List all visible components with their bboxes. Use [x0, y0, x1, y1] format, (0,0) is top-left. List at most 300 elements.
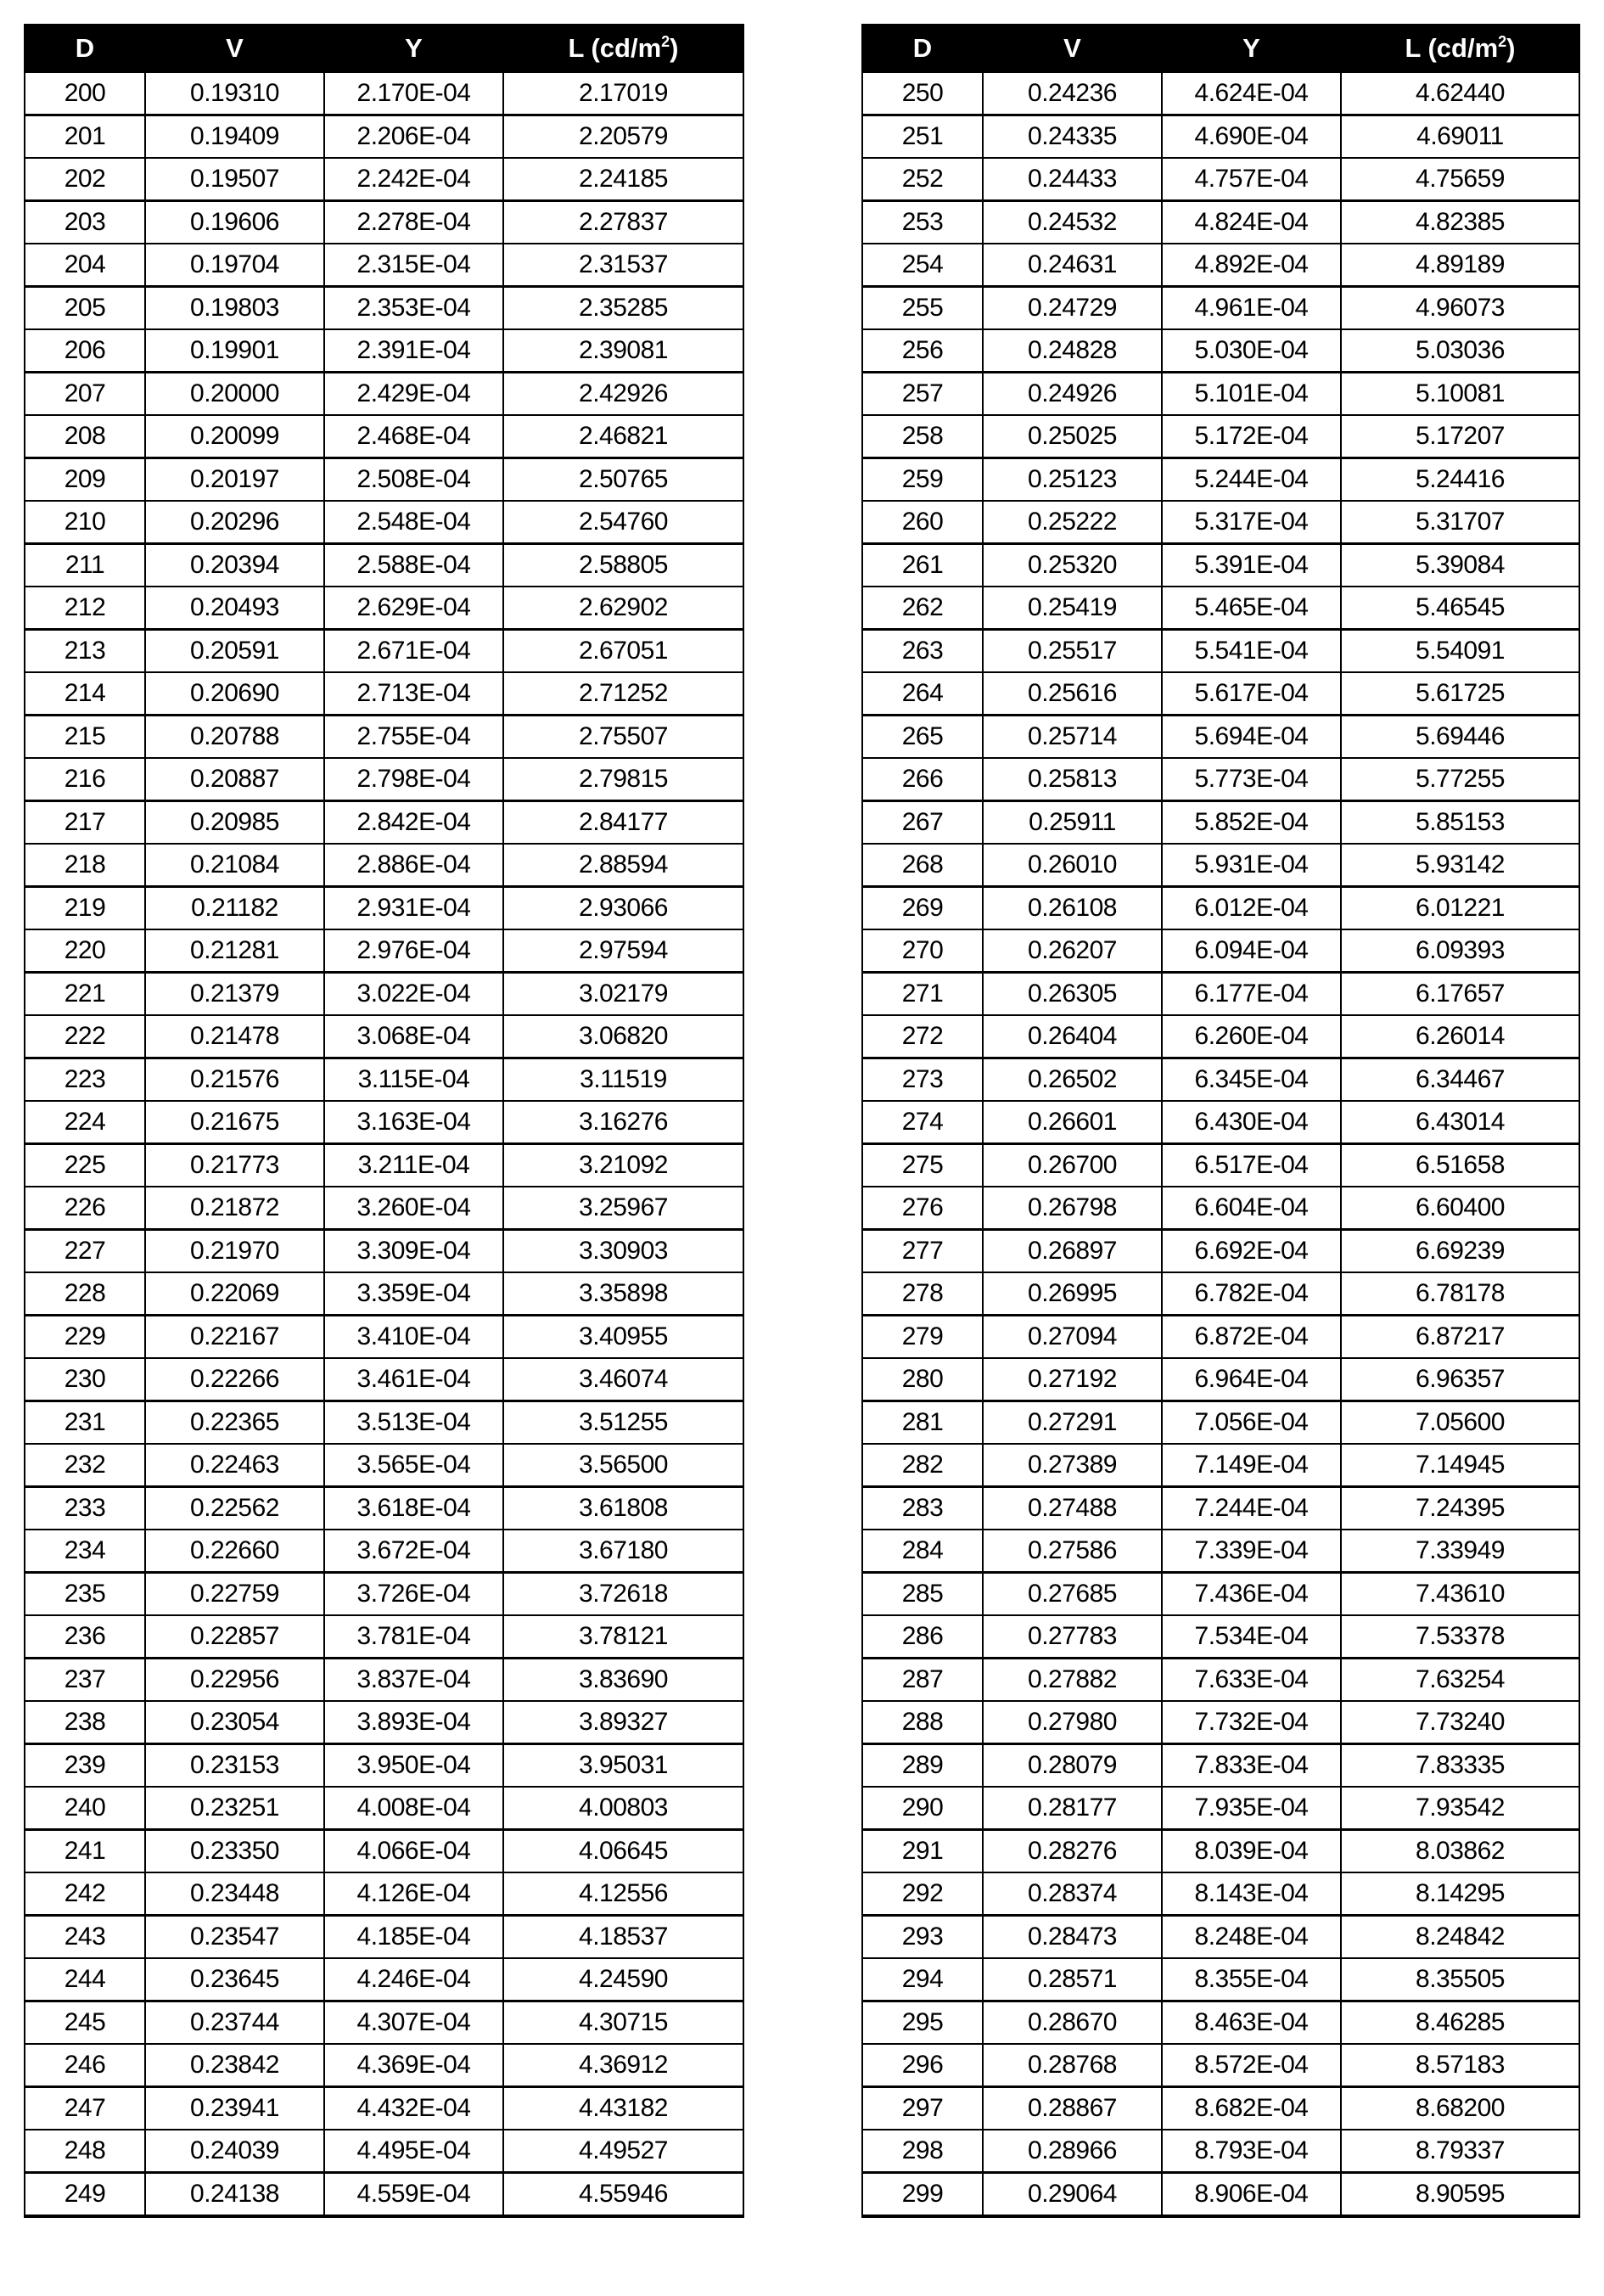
- table-row: [25, 844, 743, 887]
- cell-l: 4.62440: [1341, 72, 1579, 115]
- cell-l: 5.54091: [1341, 630, 1579, 673]
- cell-d: 203: [25, 201, 145, 244]
- table-row: [25, 1573, 743, 1616]
- table-row: [25, 158, 743, 201]
- table-row: [862, 2044, 1579, 2087]
- table-row: [862, 1401, 1579, 1445]
- cell-l: 2.84177: [503, 801, 743, 845]
- cell-v: 0.20394: [145, 544, 324, 587]
- cell-y: 3.115E-04: [324, 1058, 503, 1102]
- cell-y: 2.468E-04: [324, 415, 503, 458]
- column-header-v: V: [983, 25, 1162, 72]
- cell-d: 216: [25, 758, 145, 801]
- cell-d: 228: [25, 1272, 145, 1316]
- cell-l: 4.30715: [503, 2001, 743, 2045]
- cell-d: 242: [25, 1872, 145, 1916]
- cell-d: 230: [25, 1358, 145, 1401]
- cell-y: 8.572E-04: [1162, 2044, 1341, 2087]
- cell-y: 4.757E-04: [1162, 158, 1341, 201]
- cell-d: 214: [25, 672, 145, 716]
- cell-l: 8.90595: [1341, 2173, 1579, 2217]
- cell-l: 3.30903: [503, 1230, 743, 1273]
- cell-d: 236: [25, 1615, 145, 1659]
- cell-v: 0.21576: [145, 1058, 324, 1102]
- cell-d: 278: [862, 1272, 983, 1316]
- cell-l: 2.27837: [503, 201, 743, 244]
- cell-v: 0.24138: [145, 2173, 324, 2217]
- cell-l: 2.31537: [503, 244, 743, 287]
- cell-d: 224: [25, 1101, 145, 1144]
- cell-v: 0.23153: [145, 1744, 324, 1788]
- column-header-l-prefix: L (cd/m: [568, 33, 662, 63]
- cell-l: 8.14295: [1341, 1872, 1579, 1916]
- cell-d: 234: [25, 1530, 145, 1573]
- cell-l: 7.63254: [1341, 1659, 1579, 1702]
- cell-d: 254: [862, 244, 983, 287]
- cell-y: 3.781E-04: [324, 1615, 503, 1659]
- cell-y: 2.170E-04: [324, 72, 503, 115]
- table-row: [862, 115, 1579, 159]
- cell-y: 6.430E-04: [1162, 1101, 1341, 1144]
- cell-y: 2.755E-04: [324, 716, 503, 759]
- cell-l: 5.31707: [1341, 501, 1579, 544]
- cell-y: 7.633E-04: [1162, 1659, 1341, 1702]
- cell-l: 6.51658: [1341, 1144, 1579, 1187]
- table-row: [25, 1744, 743, 1788]
- cell-d: 221: [25, 973, 145, 1016]
- cell-y: 2.798E-04: [324, 758, 503, 801]
- cell-l: 2.54760: [503, 501, 743, 544]
- cell-v: 0.26305: [983, 973, 1162, 1016]
- cell-l: 6.60400: [1341, 1187, 1579, 1230]
- cell-y: 6.604E-04: [1162, 1187, 1341, 1230]
- table-row: [862, 973, 1579, 1016]
- cell-d: 276: [862, 1187, 983, 1230]
- cell-v: 0.26995: [983, 1272, 1162, 1316]
- cell-v: 0.22365: [145, 1401, 324, 1445]
- cell-y: 5.931E-04: [1162, 844, 1341, 887]
- cell-l: 4.18537: [503, 1916, 743, 1959]
- table-row: [25, 630, 743, 673]
- cell-y: 5.317E-04: [1162, 501, 1341, 544]
- cell-l: 5.61725: [1341, 672, 1579, 716]
- cell-y: 3.618E-04: [324, 1487, 503, 1530]
- cell-y: 2.548E-04: [324, 501, 503, 544]
- cell-d: 295: [862, 2001, 983, 2045]
- table-row: [25, 2044, 743, 2087]
- cell-y: 8.793E-04: [1162, 2130, 1341, 2173]
- cell-v: 0.28177: [983, 1787, 1162, 1830]
- column-header-l-suffix: ): [1506, 33, 1516, 63]
- cell-d: 260: [862, 501, 983, 544]
- table-body: [25, 72, 743, 2216]
- cell-y: 2.886E-04: [324, 844, 503, 887]
- cell-v: 0.28571: [983, 1958, 1162, 2001]
- cell-v: 0.27291: [983, 1401, 1162, 1445]
- table-row: [25, 1058, 743, 1102]
- cell-d: 202: [25, 158, 145, 201]
- table-row: [25, 973, 743, 1016]
- table-row: [862, 801, 1579, 845]
- cell-d: 262: [862, 587, 983, 630]
- cell-y: 2.391E-04: [324, 329, 503, 373]
- table-row: [25, 1272, 743, 1316]
- cell-v: 0.25911: [983, 801, 1162, 845]
- cell-y: 6.964E-04: [1162, 1358, 1341, 1401]
- cell-d: 220: [25, 929, 145, 973]
- cell-l: 3.89327: [503, 1701, 743, 1744]
- cell-d: 288: [862, 1701, 983, 1744]
- table-row: [25, 501, 743, 544]
- cell-d: 233: [25, 1487, 145, 1530]
- cell-y: 7.833E-04: [1162, 1744, 1341, 1788]
- cell-l: 4.43182: [503, 2087, 743, 2130]
- cell-v: 0.19606: [145, 201, 324, 244]
- cell-y: 8.039E-04: [1162, 1830, 1341, 1873]
- cell-v: 0.24631: [983, 244, 1162, 287]
- table-row: [862, 1444, 1579, 1487]
- cell-d: 277: [862, 1230, 983, 1273]
- cell-v: 0.25025: [983, 415, 1162, 458]
- cell-d: 229: [25, 1316, 145, 1359]
- cell-l: 3.35898: [503, 1272, 743, 1316]
- table-row: [862, 158, 1579, 201]
- cell-l: 5.46545: [1341, 587, 1579, 630]
- table-row: [862, 630, 1579, 673]
- cell-l: 5.03036: [1341, 329, 1579, 373]
- cell-d: 274: [862, 1101, 983, 1144]
- cell-l: 2.93066: [503, 887, 743, 930]
- column-header-d: D: [862, 25, 983, 72]
- table-row: [862, 2087, 1579, 2130]
- cell-y: 6.260E-04: [1162, 1015, 1341, 1058]
- cell-y: 4.495E-04: [324, 2130, 503, 2173]
- cell-l: 4.82385: [1341, 201, 1579, 244]
- cell-d: 272: [862, 1015, 983, 1058]
- cell-y: 2.206E-04: [324, 115, 503, 159]
- cell-l: 4.75659: [1341, 158, 1579, 201]
- cell-v: 0.21675: [145, 1101, 324, 1144]
- cell-l: 4.96073: [1341, 287, 1579, 330]
- cell-y: 5.617E-04: [1162, 672, 1341, 716]
- table-row: [25, 1444, 743, 1487]
- cell-v: 0.22069: [145, 1272, 324, 1316]
- cell-d: 259: [862, 458, 983, 502]
- cell-l: 3.51255: [503, 1401, 743, 1445]
- cell-y: 3.950E-04: [324, 1744, 503, 1788]
- cell-d: 201: [25, 115, 145, 159]
- cell-l: 8.79337: [1341, 2130, 1579, 2173]
- table-row: [25, 1015, 743, 1058]
- cell-y: 7.534E-04: [1162, 1615, 1341, 1659]
- cell-y: 7.149E-04: [1162, 1444, 1341, 1487]
- cell-y: 2.429E-04: [324, 373, 503, 416]
- cell-y: 2.315E-04: [324, 244, 503, 287]
- cell-v: 0.26502: [983, 1058, 1162, 1102]
- table-row: [862, 1615, 1579, 1659]
- cell-d: 267: [862, 801, 983, 845]
- cell-v: 0.27192: [983, 1358, 1162, 1401]
- cell-l: 2.20579: [503, 115, 743, 159]
- cell-l: 8.35505: [1341, 1958, 1579, 2001]
- table-row: [862, 72, 1579, 115]
- table-row: [862, 329, 1579, 373]
- cell-y: 7.056E-04: [1162, 1401, 1341, 1445]
- cell-y: 6.872E-04: [1162, 1316, 1341, 1359]
- cell-l: 4.00803: [503, 1787, 743, 1830]
- table-header: [25, 25, 743, 72]
- cell-d: 270: [862, 929, 983, 973]
- cell-l: 7.53378: [1341, 1615, 1579, 1659]
- cell-v: 0.20788: [145, 716, 324, 759]
- cell-l: 4.24590: [503, 1958, 743, 2001]
- cell-y: 8.355E-04: [1162, 1958, 1341, 2001]
- cell-v: 0.24433: [983, 158, 1162, 201]
- cell-l: 6.43014: [1341, 1101, 1579, 1144]
- table-row: [862, 1144, 1579, 1187]
- cell-l: 4.55946: [503, 2173, 743, 2217]
- cell-v: 0.26798: [983, 1187, 1162, 1230]
- cell-l: 3.56500: [503, 1444, 743, 1487]
- cell-y: 2.629E-04: [324, 587, 503, 630]
- cell-d: 244: [25, 1958, 145, 2001]
- table-row: [862, 2173, 1579, 2217]
- cell-v: 0.23251: [145, 1787, 324, 1830]
- cell-v: 0.24335: [983, 115, 1162, 159]
- cell-l: 3.72618: [503, 1573, 743, 1616]
- column-header-l-prefix: L (cd/m: [1405, 33, 1499, 63]
- cell-l: 5.93142: [1341, 844, 1579, 887]
- cell-y: 3.726E-04: [324, 1573, 503, 1616]
- cell-d: 286: [862, 1615, 983, 1659]
- cell-v: 0.20197: [145, 458, 324, 502]
- cell-v: 0.21182: [145, 887, 324, 930]
- cell-v: 0.25320: [983, 544, 1162, 587]
- table-row: [862, 1015, 1579, 1058]
- table-row: [25, 415, 743, 458]
- table-row: [25, 1787, 743, 1830]
- cell-y: 4.185E-04: [324, 1916, 503, 1959]
- table-row: [862, 458, 1579, 502]
- cell-l: 5.69446: [1341, 716, 1579, 759]
- cell-d: 239: [25, 1744, 145, 1788]
- cell-d: 212: [25, 587, 145, 630]
- cell-l: 6.87217: [1341, 1316, 1579, 1359]
- cell-d: 223: [25, 1058, 145, 1102]
- cell-y: 3.672E-04: [324, 1530, 503, 1573]
- table-row: [862, 1530, 1579, 1573]
- cell-d: 250: [862, 72, 983, 115]
- table-row: [25, 1487, 743, 1530]
- cell-d: 273: [862, 1058, 983, 1102]
- cell-y: 2.671E-04: [324, 630, 503, 673]
- cell-l: 4.06645: [503, 1830, 743, 1873]
- cell-y: 2.508E-04: [324, 458, 503, 502]
- cell-y: 4.961E-04: [1162, 287, 1341, 330]
- table-row: [25, 2173, 743, 2217]
- cell-d: 210: [25, 501, 145, 544]
- table-row: [862, 201, 1579, 244]
- cell-y: 4.624E-04: [1162, 72, 1341, 115]
- cell-d: 235: [25, 1573, 145, 1616]
- table-row: [862, 244, 1579, 287]
- table-row: [862, 1573, 1579, 1616]
- cell-y: 8.682E-04: [1162, 2087, 1341, 2130]
- cell-d: 292: [862, 1872, 983, 1916]
- table-row: [25, 1615, 743, 1659]
- cell-y: 5.465E-04: [1162, 587, 1341, 630]
- cell-l: 6.01221: [1341, 887, 1579, 930]
- cell-y: 5.244E-04: [1162, 458, 1341, 502]
- cell-d: 282: [862, 1444, 983, 1487]
- cell-d: 200: [25, 72, 145, 115]
- cell-v: 0.22956: [145, 1659, 324, 1702]
- cell-l: 3.02179: [503, 973, 743, 1016]
- table-row: [25, 1659, 743, 1702]
- cell-v: 0.19310: [145, 72, 324, 115]
- table-row: [25, 1316, 743, 1359]
- cell-l: 2.35285: [503, 287, 743, 330]
- cell-l: 4.36912: [503, 2044, 743, 2087]
- cell-y: 3.461E-04: [324, 1358, 503, 1401]
- cell-l: 7.93542: [1341, 1787, 1579, 1830]
- cell-l: 3.46074: [503, 1358, 743, 1401]
- cell-v: 0.20887: [145, 758, 324, 801]
- cell-l: 7.43610: [1341, 1573, 1579, 1616]
- cell-l: 2.62902: [503, 587, 743, 630]
- cell-l: 6.69239: [1341, 1230, 1579, 1273]
- cell-y: 5.101E-04: [1162, 373, 1341, 416]
- cell-d: 237: [25, 1659, 145, 1702]
- cell-l: 2.75507: [503, 716, 743, 759]
- cell-v: 0.23448: [145, 1872, 324, 1916]
- cell-l: 3.95031: [503, 1744, 743, 1788]
- cell-l: 6.34467: [1341, 1058, 1579, 1102]
- cell-l: 6.26014: [1341, 1015, 1579, 1058]
- cell-y: 8.143E-04: [1162, 1872, 1341, 1916]
- cell-l: 7.73240: [1341, 1701, 1579, 1744]
- table-row: [862, 415, 1579, 458]
- cell-y: 5.852E-04: [1162, 801, 1341, 845]
- cell-y: 6.094E-04: [1162, 929, 1341, 973]
- cell-v: 0.20493: [145, 587, 324, 630]
- cell-v: 0.28966: [983, 2130, 1162, 2173]
- table-row: [25, 1358, 743, 1401]
- cell-l: 6.09393: [1341, 929, 1579, 973]
- cell-d: 296: [862, 2044, 983, 2087]
- table-row: [862, 501, 1579, 544]
- cell-d: 246: [25, 2044, 145, 2087]
- table-row: [862, 1187, 1579, 1230]
- table-row: [25, 201, 743, 244]
- cell-l: 5.85153: [1341, 801, 1579, 845]
- cell-l: 2.42926: [503, 373, 743, 416]
- cell-v: 0.22167: [145, 1316, 324, 1359]
- cell-v: 0.19409: [145, 115, 324, 159]
- cell-d: 297: [862, 2087, 983, 2130]
- cell-y: 3.068E-04: [324, 1015, 503, 1058]
- cell-l: 5.10081: [1341, 373, 1579, 416]
- cell-v: 0.19901: [145, 329, 324, 373]
- table-row: [25, 1916, 743, 1959]
- cell-v: 0.27389: [983, 1444, 1162, 1487]
- cell-v: 0.22266: [145, 1358, 324, 1401]
- cell-v: 0.21970: [145, 1230, 324, 1273]
- column-header-l-suffix: ): [670, 33, 679, 63]
- cell-v: 0.27882: [983, 1659, 1162, 1702]
- cell-v: 0.26108: [983, 887, 1162, 930]
- cell-y: 5.773E-04: [1162, 758, 1341, 801]
- table-row: [862, 1272, 1579, 1316]
- cell-v: 0.27586: [983, 1530, 1162, 1573]
- cell-d: 243: [25, 1916, 145, 1959]
- cell-d: 281: [862, 1401, 983, 1445]
- cell-y: 6.012E-04: [1162, 887, 1341, 930]
- cell-l: 2.79815: [503, 758, 743, 801]
- cell-l: 6.17657: [1341, 973, 1579, 1016]
- cell-d: 298: [862, 2130, 983, 2173]
- table-row: [25, 287, 743, 330]
- cell-v: 0.24236: [983, 72, 1162, 115]
- table-row: [862, 1230, 1579, 1273]
- cell-d: 240: [25, 1787, 145, 1830]
- table-row: [862, 1659, 1579, 1702]
- cell-v: 0.29064: [983, 2173, 1162, 2217]
- cell-l: 4.12556: [503, 1872, 743, 1916]
- cell-d: 279: [862, 1316, 983, 1359]
- cell-v: 0.27488: [983, 1487, 1162, 1530]
- cell-l: 3.21092: [503, 1144, 743, 1187]
- cell-y: 7.732E-04: [1162, 1701, 1341, 1744]
- cell-v: 0.25419: [983, 587, 1162, 630]
- cell-v: 0.26601: [983, 1101, 1162, 1144]
- table-row: [25, 1958, 743, 2001]
- table-row: [862, 587, 1579, 630]
- table-row: [862, 287, 1579, 330]
- cell-d: 284: [862, 1530, 983, 1573]
- cell-v: 0.22463: [145, 1444, 324, 1487]
- table-row: [25, 329, 743, 373]
- cell-y: 3.513E-04: [324, 1401, 503, 1445]
- table-row: [25, 1701, 743, 1744]
- cell-d: 283: [862, 1487, 983, 1530]
- cell-d: 268: [862, 844, 983, 887]
- cell-v: 0.26404: [983, 1015, 1162, 1058]
- cell-y: 6.692E-04: [1162, 1230, 1341, 1273]
- cell-v: 0.20985: [145, 801, 324, 845]
- cell-v: 0.24926: [983, 373, 1162, 416]
- cell-d: 227: [25, 1230, 145, 1273]
- cell-d: 252: [862, 158, 983, 201]
- cell-d: 261: [862, 544, 983, 587]
- cell-y: 4.008E-04: [324, 1787, 503, 1830]
- cell-l: 3.11519: [503, 1058, 743, 1102]
- cell-y: 3.022E-04: [324, 973, 503, 1016]
- cell-d: 211: [25, 544, 145, 587]
- cell-l: 3.16276: [503, 1101, 743, 1144]
- cell-l: 2.88594: [503, 844, 743, 887]
- cell-y: 2.278E-04: [324, 201, 503, 244]
- table-row: [25, 2130, 743, 2173]
- cell-y: 3.260E-04: [324, 1187, 503, 1230]
- cell-d: 287: [862, 1659, 983, 1702]
- cell-v: 0.23547: [145, 1916, 324, 1959]
- cell-y: 5.694E-04: [1162, 716, 1341, 759]
- table-row: [25, 244, 743, 287]
- table-row: [862, 1487, 1579, 1530]
- table-row: [25, 672, 743, 716]
- cell-y: 7.436E-04: [1162, 1573, 1341, 1616]
